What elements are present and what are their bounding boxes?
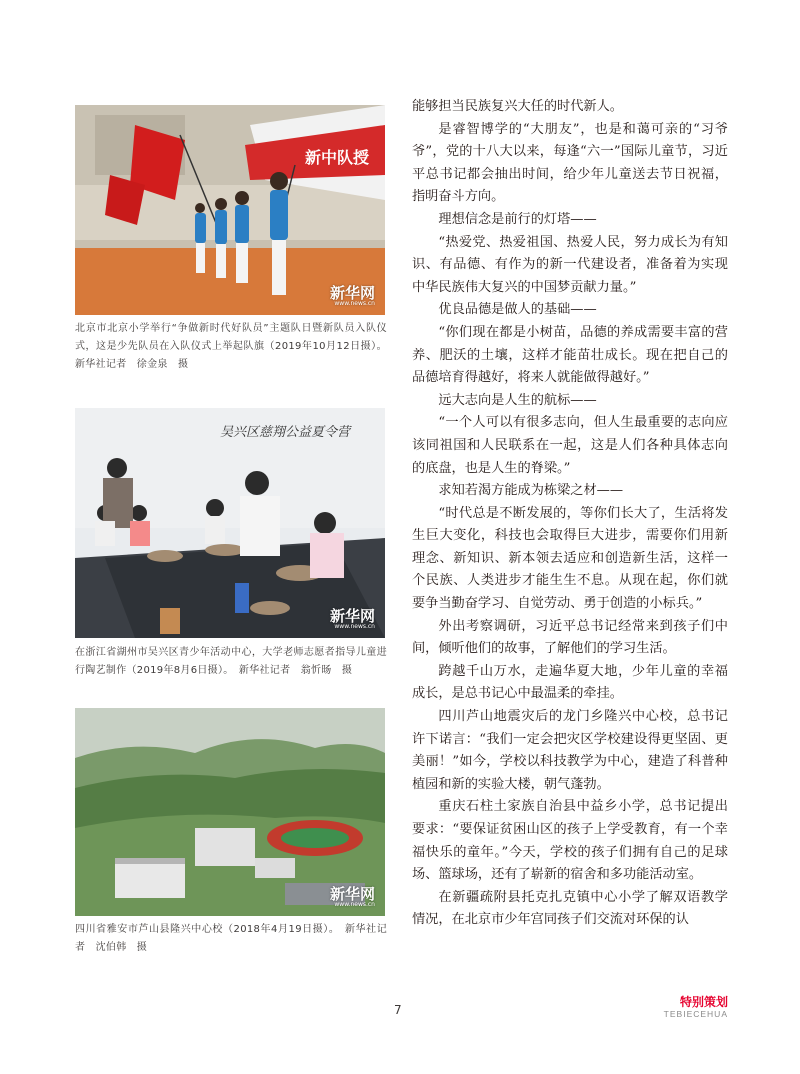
photo-caption-1 [75, 320, 387, 374]
section-subtitle: TEBIECEHUA [663, 1009, 728, 1019]
article-paragraph: “一个人可以有很多志向，但人生最重要的志向应该同祖国和人民联系在一起，这是人们各种具体志向的底盘，也是人生的脊梁。” [412, 415, 728, 476]
photo-watermark [330, 285, 375, 307]
article-paragraph: 跨越千山万水，走遍华夏大地，少年儿童的幸福成长，是总书记心中最温柔的牵挂。 [412, 663, 728, 702]
watermark-logo: 新华网 [329, 607, 375, 625]
article-paragraph: “热爱党、热爱祖国、热爱人民，努力成长为有知识、有品德、有作为的新一代建设者，准备着为实现中华民族伟大复兴的中国梦贡献力量。” [412, 234, 728, 295]
article-paragraph: 理想信念是前行的灯塔—— [438, 211, 597, 227]
article-body [412, 96, 728, 932]
photo-flag-ceremony [75, 105, 385, 315]
article-paragraph: 能够担当民族复兴大任的时代新人。 [412, 99, 623, 114]
article-paragraph: 四川芦山地震灾后的龙门乡隆兴中心校，总书记许下诺言：“我们一定会把灾区学校建设得更坚固、更美丽！”如今，学校以科技教学为中心，建造了科普种植园和新的实验大楼，朝气蓬勃。 [412, 709, 728, 792]
page-number: 7 [394, 1003, 402, 1017]
article-paragraph: 在新疆疏附县托克扎克镇中心小学了解双语教学情况，在北京市少年宫同孩子们交流对环保的认 [412, 889, 728, 928]
banner-text: 新中队授 [305, 148, 370, 167]
article-paragraph: “时代总是不断发展的，等你们长大了，生活将发生巨大变化，科技也会取得巨大进步，需要你们用新理念、新知识、新本领去适应和创造新生活，这样一个民族、人类进步才能生生不息。从现在起，你们就要争当勤奋学习、自觉劳动、勇于创造的小标兵。” [412, 505, 728, 612]
wall-text: 吴兴区慈翔公益夏令营 [220, 425, 351, 440]
caption-text: 北京市北京小学举行“争做新时代好队员”主题队日暨新队员入队仪式，这是少先队员在入队仪式上举起队旗（2019年10月12日摄）。新华社记者 徐金泉 摄 [75, 323, 387, 370]
article-paragraph: 外出考察调研，习近平总书记经常来到孩子们中间，倾听他们的故事，了解他们的学习生活。 [412, 618, 728, 657]
photo-pottery-class [75, 408, 385, 638]
watermark-logo: 新华网 [329, 885, 375, 903]
photo-watermark [330, 886, 375, 908]
watermark-url: www.news.cn [334, 623, 375, 630]
article-paragraph: 重庆石柱土家族自治县中益乡小学，总书记提出要求：“要保证贫困山区的孩子上学受教育，有一个幸福快乐的童年。”今天，学校的孩子们拥有自己的足球场、篮球场，还有了崭新的宿舍和多功能活动室。 [412, 799, 728, 883]
photo-watermark [330, 608, 375, 630]
article-paragraph: 求知若渴方能成为栋梁之材—— [438, 483, 624, 499]
caption-text: 在浙江省湖州市吴兴区青少年活动中心，大学老师志愿者指导儿童进行陶艺制作（2019年8月6日摄）。 新华社记者 翁忻旸 摄 [75, 647, 387, 676]
watermark-logo: 新华网 [329, 284, 375, 302]
photo-school-aerial [75, 708, 385, 916]
photo-caption-2 [75, 644, 387, 680]
photo-caption-3 [75, 921, 387, 957]
watermark-url: www.news.cn [334, 901, 375, 908]
section-title: 特别策划 [679, 995, 728, 1009]
article-paragraph: 是睿智博学的“大朋友”，也是和蔼可亲的“习爷爷”，党的十八大以来，每逢“六一”国际儿童节，习近平总书记都会抽出时间，给少年儿童送去节日祝福，指明奋斗方向。 [412, 121, 728, 205]
watermark-url: www.news.cn [334, 300, 375, 307]
article-paragraph: “你们现在都是小树苗，品德的养成需要丰富的营养、肥沃的土壤，这样才能苗壮成长。现在把自己的品德培育得越好，将来人就能做得越好。” [412, 324, 728, 386]
caption-text: 四川省雅安市芦山县隆兴中心校（2018年4月19日摄）。 新华社记者 沈伯韩 摄 [75, 924, 387, 953]
article-paragraph: 远大志向是人生的航标—— [438, 392, 597, 408]
pottery-class-illustration [75, 408, 385, 638]
article-paragraph: 优良品德是做人的基础—— [438, 302, 597, 318]
